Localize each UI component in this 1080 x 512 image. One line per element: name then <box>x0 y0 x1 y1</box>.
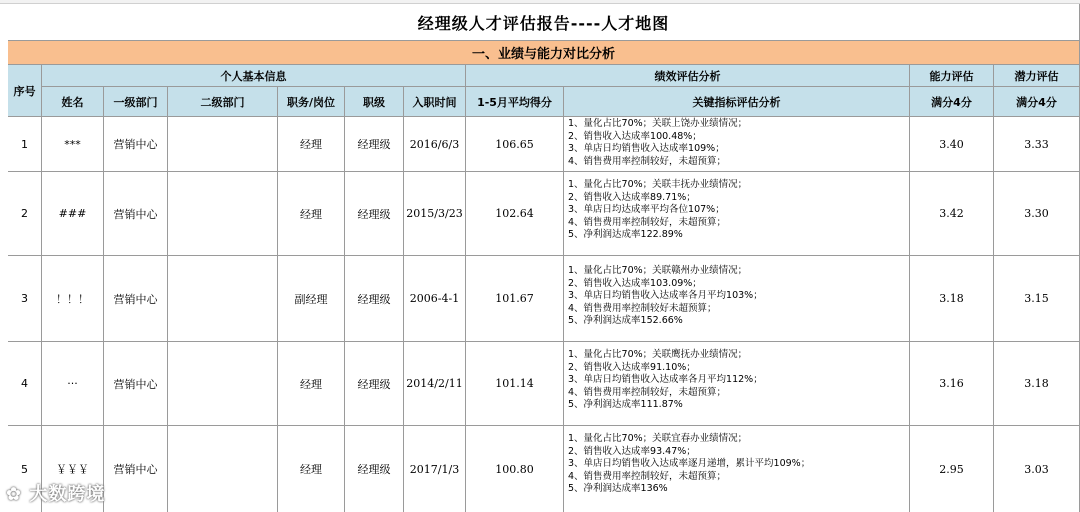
cell-kpi[interactable] <box>564 342 910 426</box>
cell-dept1[interactable]: 营销中心 <box>104 426 168 512</box>
kpi-line: 1、量化占比70%；关联宜春办业绩情况； <box>568 433 748 444</box>
kpi-line: 5、净利润达成率152.66% <box>568 315 683 327</box>
kpi-line: 5、净利润达成率136% <box>568 483 668 495</box>
cell-dept2[interactable] <box>168 172 278 256</box>
cell-name[interactable]: *** <box>42 117 104 172</box>
kpi-line: 5、净利润达成率122.89% <box>568 229 683 241</box>
cell-kpi[interactable] <box>564 172 910 256</box>
cell-position[interactable]: 经理 <box>278 117 345 172</box>
header-basic-info[interactable]: 个人基本信息 <box>42 65 466 87</box>
header-dept1[interactable]: 一级部门 <box>104 87 168 117</box>
kpi-line: 4、销售费用率控制较好，未超预算； <box>568 216 727 228</box>
cell-position[interactable]: 经理 <box>278 342 345 426</box>
kpi-line: 4、销售费用率控制较好未超预算； <box>568 302 717 314</box>
header-potential-full[interactable]: 满分4分 <box>994 87 1080 117</box>
header-kpi[interactable]: 关键指标评估分析 <box>564 87 910 117</box>
cell-ability[interactable]: 2.95 <box>910 426 994 512</box>
cell-dept2[interactable] <box>168 256 278 342</box>
header-ability-full[interactable]: 满分4分 <box>910 87 994 117</box>
cell-seq[interactable]: 2 <box>8 172 42 256</box>
cell-kpi[interactable] <box>564 426 910 512</box>
cell-name[interactable]: ！！！ <box>42 256 104 342</box>
kpi-line: 1、量化占比70%；关联鹰抚办业绩情况； <box>568 349 748 360</box>
header-avg-score[interactable]: 1-5月平均得分 <box>466 87 564 117</box>
header-dept2[interactable]: 二级部门 <box>168 87 278 117</box>
cell-avg-score[interactable]: 106.65 <box>466 117 564 172</box>
cell-avg-score[interactable]: 101.67 <box>466 256 564 342</box>
cell-potential[interactable]: 3.30 <box>994 172 1080 256</box>
kpi-line: 1、量化占比70%；关联丰抚办业绩情况； <box>568 179 748 190</box>
cell-join-date[interactable]: 2017/1/3 <box>404 426 466 512</box>
cell-dept1[interactable]: 营销中心 <box>104 342 168 426</box>
cell-dept2[interactable] <box>168 426 278 512</box>
cell-seq[interactable]: 5 <box>8 426 42 512</box>
cell-join-date[interactable]: 2014/2/11 <box>404 342 466 426</box>
cell-potential[interactable]: 3.18 <box>994 342 1080 426</box>
cell-level[interactable]: 经理级 <box>345 117 404 172</box>
cell-ability[interactable]: 3.16 <box>910 342 994 426</box>
cell-dept1[interactable]: 营销中心 <box>104 172 168 256</box>
kpi-line: 3、单店日均销售收入达成率109%； <box>568 143 725 155</box>
header-position[interactable]: 职务/岗位 <box>278 87 345 117</box>
cell-name[interactable]: ### <box>42 172 104 256</box>
kpi-line: 2、销售收入达成率93.47%； <box>568 445 696 457</box>
cell-dept1[interactable]: 营销中心 <box>104 256 168 342</box>
cell-position[interactable]: 副经理 <box>278 256 345 342</box>
cell-ability[interactable]: 3.42 <box>910 172 994 256</box>
kpi-line: 1、量化占比70%；关联上饶办业绩情况； <box>568 118 748 129</box>
cell-avg-score[interactable]: 101.14 <box>466 342 564 426</box>
header-ability[interactable]: 能力评估 <box>910 65 994 87</box>
header-potential[interactable]: 潜力评估 <box>994 65 1080 87</box>
cell-join-date[interactable]: 2015/3/23 <box>404 172 466 256</box>
cell-join-date[interactable]: 2016/6/3 <box>404 117 466 172</box>
cell-potential[interactable]: 3.33 <box>994 117 1080 172</box>
kpi-line: 1、量化占比70%；关联赣州办业绩情况； <box>568 265 748 276</box>
cell-level[interactable]: 经理级 <box>345 342 404 426</box>
cell-position[interactable]: 经理 <box>278 426 345 512</box>
kpi-line: 5、净利润达成率111.87% <box>568 399 683 411</box>
cell-ability[interactable]: 3.40 <box>910 117 994 172</box>
kpi-line: 4、销售费用率控制较好，未超预算； <box>568 386 727 398</box>
kpi-line: 3、单店日均销售收入达成率各月平均103%； <box>568 290 763 302</box>
watermark-logo-icon: ✿ <box>6 484 23 505</box>
cell-avg-score[interactable]: 100.80 <box>466 426 564 512</box>
cell-seq[interactable]: 1 <box>8 117 42 172</box>
kpi-line: 2、销售收入达成率103.09%； <box>568 277 702 289</box>
cell-kpi[interactable] <box>564 117 910 172</box>
watermark-text: 大数跨境 <box>29 484 106 505</box>
cell-avg-score[interactable]: 102.64 <box>466 172 564 256</box>
cell-potential[interactable]: 3.15 <box>994 256 1080 342</box>
kpi-line: 4、销售费用率控制较好，未超预算； <box>568 155 727 167</box>
cell-seq[interactable]: 4 <box>8 342 42 426</box>
section-title[interactable]: 一、业绩与能力对比分析 <box>8 41 1080 65</box>
cell-dept2[interactable] <box>168 117 278 172</box>
watermark <box>6 480 105 506</box>
report-title[interactable]: 经理级人才评估报告----人才地图 <box>8 4 1080 41</box>
kpi-line: 3、单店日均销售收入达成率逐月递增，累计平均109%； <box>568 458 811 470</box>
header-name[interactable]: 姓名 <box>42 87 104 117</box>
kpi-line: 3、单店日均销售收入达成率各月平均112%； <box>568 374 763 386</box>
cell-potential[interactable]: 3.03 <box>994 426 1080 512</box>
header-join-date[interactable]: 入职时间 <box>404 87 466 117</box>
cell-level[interactable]: 经理级 <box>345 172 404 256</box>
cell-name[interactable]: ￥￥￥ <box>42 426 104 512</box>
kpi-line: 4、销售费用率控制较好，未超预算； <box>568 470 727 482</box>
cell-position[interactable]: 经理 <box>278 172 345 256</box>
cell-join-date[interactable]: 2006-4-1 <box>404 256 466 342</box>
cell-name[interactable]: ··· <box>42 342 104 426</box>
cell-seq[interactable]: 3 <box>8 256 42 342</box>
cell-ability[interactable]: 3.18 <box>910 256 994 342</box>
kpi-line: 2、销售收入达成率91.10%； <box>568 361 696 373</box>
cell-level[interactable]: 经理级 <box>345 256 404 342</box>
kpi-line: 2、销售收入达成率89.71%； <box>568 191 696 203</box>
kpi-line: 2、销售收入达成率100.48%； <box>568 130 702 142</box>
cell-dept1[interactable]: 营销中心 <box>104 117 168 172</box>
kpi-line: 3、单店日均达成率平均各位107%； <box>568 204 725 216</box>
cell-dept2[interactable] <box>168 342 278 426</box>
header-level[interactable]: 职级 <box>345 87 404 117</box>
cell-kpi[interactable] <box>564 256 910 342</box>
header-perf-analysis[interactable]: 绩效评估分析 <box>466 65 910 87</box>
header-seq[interactable]: 序号 <box>8 65 42 117</box>
cell-level[interactable]: 经理级 <box>345 426 404 512</box>
